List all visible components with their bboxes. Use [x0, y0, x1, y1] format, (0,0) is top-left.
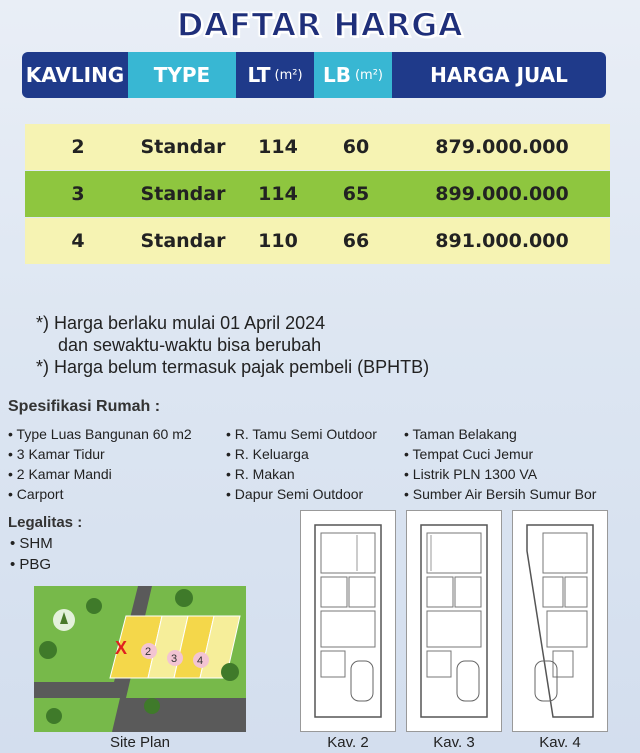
spec-title: Spesifikasi Rumah : — [8, 398, 161, 415]
cell-type: Standar — [140, 136, 226, 158]
site-plan-drawing — [34, 586, 246, 732]
spec-item: • Sumber Air Bersih Sumur Bor — [404, 484, 596, 504]
tree-icon — [221, 663, 239, 681]
lot-number: 2 — [145, 646, 152, 658]
spec-item: • 3 Kamar Tidur — [8, 444, 192, 464]
legal-title: Legalitas : — [8, 514, 83, 531]
cell-harga: 879.000.000 — [435, 136, 569, 158]
spec-item: • Tempat Cuci Jemur — [404, 444, 596, 464]
note-line: dan sewaktu-waktu bisa berubah — [58, 335, 322, 355]
header-label: KAVLING — [25, 63, 125, 87]
legal-item — [10, 556, 51, 573]
floor-plan-image — [300, 510, 396, 732]
tree-icon — [86, 598, 102, 614]
cell-lb: 66 — [342, 230, 370, 252]
price-notes — [36, 312, 429, 378]
table-row — [25, 218, 610, 264]
table-row — [25, 124, 610, 170]
header-unit: (m²) — [274, 67, 303, 83]
road — [112, 698, 246, 732]
cell-lb: 65 — [342, 183, 370, 205]
cell-lb: 60 — [342, 136, 370, 158]
lot-number: 3 — [171, 653, 178, 665]
spec-list — [8, 424, 192, 504]
header-lb — [314, 52, 392, 98]
header-lt — [236, 52, 314, 98]
floor-plan-caption: Kav. 3 — [433, 734, 475, 751]
spec-item: • Dapur Semi Outdoor — [226, 484, 377, 504]
header-harga — [392, 52, 606, 98]
floor-plan-drawing — [301, 511, 395, 731]
floor-plan-drawing — [407, 511, 501, 731]
cell-kavling: 4 — [71, 230, 85, 252]
spec-item: • Taman Belakang — [404, 424, 596, 444]
floor-plan-caption: Kav. 2 — [327, 734, 369, 751]
cell-type: Standar — [140, 230, 226, 252]
cell-harga: 891.000.000 — [435, 230, 569, 252]
spec-item: • Carport — [8, 484, 192, 504]
lot-number: 4 — [197, 655, 204, 667]
floor-plan-drawing — [513, 511, 607, 731]
legal-label: SHM — [19, 535, 53, 552]
floor-plan-caption: Kav. 4 — [539, 734, 581, 751]
bullet-icon: • — [10, 535, 20, 552]
header-label: HARGA JUAL — [430, 63, 568, 87]
legal-label: PBG — [19, 556, 52, 573]
cell-lt: 114 — [258, 183, 298, 205]
spec-item: • Type Luas Bangunan 60 m2 — [8, 424, 192, 444]
legal-item — [10, 535, 53, 552]
spec-item: • R. Keluarga — [226, 444, 377, 464]
header-label: LT — [247, 63, 271, 87]
tree-icon — [175, 589, 193, 607]
spec-list — [404, 424, 596, 504]
lot-marker: X — [115, 638, 128, 658]
note-line: *) Harga belum termasuk pajak pembeli (BPHTB) — [36, 357, 430, 377]
floor-plan-image — [406, 510, 502, 732]
header-unit: (m²) — [354, 67, 384, 83]
floor-plan-image — [512, 510, 608, 732]
header-label: LB — [322, 63, 351, 87]
cell-kavling: 2 — [71, 136, 85, 158]
header-label: TYPE — [153, 63, 211, 87]
spec-item: • R. Tamu Semi Outdoor — [226, 424, 377, 444]
tree-icon — [46, 708, 62, 724]
spec-item: • 2 Kamar Mandi — [8, 464, 192, 484]
note-line: *) Harga berlaku mulai 01 April 2024 — [36, 313, 326, 333]
header-kavling — [22, 52, 128, 98]
bullet-icon: • — [10, 556, 20, 573]
cell-type: Standar — [140, 183, 226, 205]
site-plan-caption: Site Plan — [109, 734, 171, 751]
header-type — [128, 52, 236, 98]
tree-icon — [144, 698, 160, 714]
spec-list — [226, 424, 377, 504]
cell-harga: 899.000.000 — [435, 183, 569, 205]
cell-lt: 110 — [258, 230, 298, 252]
cell-lt: 114 — [258, 136, 298, 158]
cell-kavling: 3 — [71, 183, 85, 205]
spec-item: • Listrik PLN 1300 VA — [404, 464, 596, 484]
tree-icon — [39, 641, 57, 659]
page-title: DAFTAR HARGA — [176, 6, 464, 44]
site-plan-image — [34, 586, 246, 732]
spec-item: • R. Makan — [226, 464, 377, 484]
table-row — [25, 171, 610, 217]
